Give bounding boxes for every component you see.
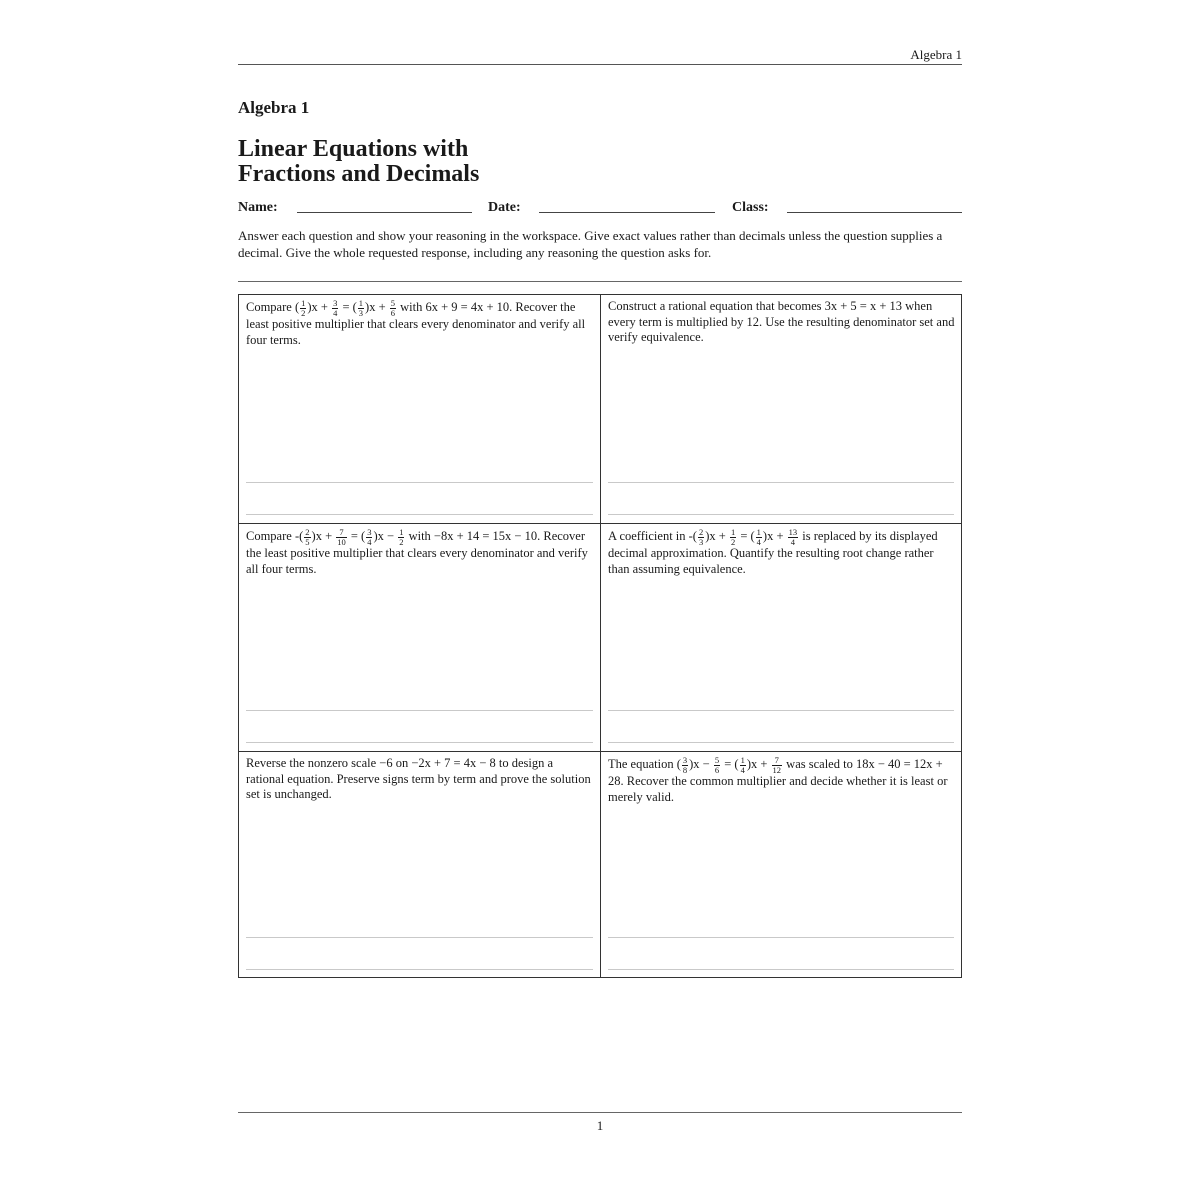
fraction	[398, 528, 404, 546]
date-label: Date:	[488, 200, 521, 215]
question-prompt	[608, 756, 955, 805]
fraction	[390, 299, 396, 317]
fraction-numerator: 1	[301, 298, 306, 308]
title-line-2: Fractions and Decimals	[238, 161, 480, 187]
fraction	[730, 528, 736, 546]
prompt-text: Reverse the nonzero scale −6 on −2x + 7 = 4x − 8 to design a rational equation. Preserve signs term by term and prove the solution set is unchanged.	[246, 756, 591, 801]
prompt-text: was scaled to 18x − 40 = 12x + 28. Recover the common multiplier and decide whether it is least or merely valid.	[608, 756, 948, 804]
prompt-text: is replaced by its displayed decimal approximation. Quantify the resulting root change rather than assuming equivalence.	[608, 528, 938, 576]
page-number: 1	[596, 1118, 604, 1133]
fraction-denominator: 2	[399, 536, 404, 547]
instructions-rule	[238, 281, 962, 282]
prompt-text: Compare (	[246, 299, 300, 314]
fraction-numerator: 1	[358, 298, 364, 308]
worksheet-title	[238, 137, 638, 187]
class-label: Class:	[732, 200, 769, 215]
fraction-numerator: 7	[772, 756, 783, 766]
answer-line[interactable]	[608, 742, 954, 743]
fraction-numerator: 3	[333, 298, 338, 308]
prompt-text: with 6x + 9 = 4x + 10. Recover the least positive multiplier that clears every denominator and verify all four terms.	[246, 299, 586, 347]
fraction-numerator: 2	[698, 527, 704, 537]
fraction	[304, 528, 310, 546]
fraction-numerator: 3	[682, 755, 688, 765]
question-cell-2	[601, 295, 961, 524]
question-prompt	[246, 299, 594, 348]
prompt-text: with −8x + 14 = 15x − 10. Recover the least positive multiplier that clears every denominator and verify all four terms.	[246, 528, 588, 576]
name-field[interactable]	[297, 212, 472, 213]
fraction-denominator: 5	[305, 536, 310, 547]
running-header: Algebra 1	[910, 47, 962, 62]
fraction-denominator: 2	[730, 536, 736, 547]
fraction-denominator: 4	[756, 536, 761, 547]
question-grid	[238, 294, 962, 978]
question-cell-6	[601, 752, 961, 977]
fraction	[332, 299, 338, 317]
answer-line[interactable]	[246, 482, 593, 483]
fraction-denominator: 4	[333, 307, 338, 318]
title-line-1: Linear Equations with	[238, 136, 469, 162]
answer-line[interactable]	[246, 742, 593, 743]
question-prompt	[246, 528, 594, 577]
prompt-text: = (	[737, 528, 755, 543]
fraction-numerator: 3	[367, 527, 372, 537]
answer-line[interactable]	[246, 969, 593, 970]
answer-line[interactable]	[246, 710, 593, 711]
prompt-text: )x +	[307, 299, 332, 314]
fraction-numerator: 1	[740, 755, 745, 765]
answer-line[interactable]	[608, 969, 954, 970]
prompt-text: )x +	[311, 528, 336, 543]
prompt-text: = (	[339, 299, 357, 314]
prompt-text: )x +	[746, 756, 771, 771]
fraction	[714, 756, 720, 774]
question-prompt	[246, 756, 594, 803]
instructions: Answer each question and show your reasoning in the workspace. Give exact values rather than decimals unless the question supplies a decimal. Give the whole requested response, including any reasoning the question asks for.	[238, 228, 943, 260]
fraction	[358, 299, 364, 317]
fraction-denominator: 4	[790, 536, 796, 547]
answer-line[interactable]	[608, 514, 954, 515]
fraction-numerator: 2	[305, 527, 310, 537]
prompt-text: )x +	[762, 528, 787, 543]
fraction	[300, 299, 306, 317]
question-cell-3	[239, 524, 601, 752]
fraction-numerator: 1	[399, 527, 404, 537]
answer-line[interactable]	[608, 482, 954, 483]
fraction	[366, 528, 372, 546]
fraction	[756, 528, 762, 546]
fraction	[788, 528, 799, 546]
fraction	[772, 756, 783, 774]
prompt-text: Compare -(	[246, 528, 304, 543]
fraction	[740, 756, 746, 774]
answer-line[interactable]	[608, 937, 954, 938]
fraction-numerator: 7	[336, 528, 347, 538]
fraction	[698, 528, 704, 546]
prompt-text: = (	[347, 528, 366, 543]
question-prompt	[608, 299, 955, 346]
fraction-denominator: 2	[301, 307, 306, 318]
name-label: Name:	[238, 200, 278, 215]
fraction-numerator: 5	[390, 298, 396, 308]
fraction-denominator: 6	[714, 764, 720, 775]
question-cell-4	[601, 524, 961, 752]
header-rule	[238, 64, 962, 65]
date-field[interactable]	[539, 212, 715, 213]
prompt-text: )x −	[373, 528, 398, 543]
fraction-denominator: 4	[740, 764, 745, 775]
fraction	[336, 528, 347, 546]
fraction-numerator: 1	[730, 527, 736, 537]
prompt-text: )x +	[705, 528, 729, 543]
fraction	[682, 756, 688, 774]
fraction-denominator: 3	[358, 307, 364, 318]
footer-rule	[238, 1112, 962, 1113]
prompt-text: The equation (	[608, 756, 681, 771]
prompt-text: Construct a rational equation that becomes 3x + 5 = x + 13 when every term is multiplied by 12. Use the resulting denominator set and verify equivalence.	[608, 299, 955, 344]
prompt-text: A coefficient in -(	[608, 528, 697, 543]
fraction-numerator: 13	[788, 527, 798, 537]
fraction-denominator: 8	[682, 764, 688, 775]
course-name: Algebra 1	[238, 98, 310, 117]
answer-line[interactable]	[246, 514, 593, 515]
question-cell-1	[239, 295, 601, 524]
question-cell-5	[239, 752, 601, 977]
question-prompt	[608, 528, 955, 577]
student-info-fields	[238, 200, 962, 216]
fraction-numerator: 5	[714, 755, 720, 765]
fraction-numerator: 1	[756, 527, 761, 537]
prompt-text: )x +	[365, 299, 389, 314]
class-field[interactable]	[787, 212, 962, 213]
fraction-denominator: 6	[390, 307, 396, 318]
answer-line[interactable]	[246, 937, 593, 938]
fraction-denominator: 4	[367, 536, 372, 547]
prompt-text: = (	[721, 756, 739, 771]
prompt-text: )x −	[689, 756, 713, 771]
fraction-denominator: 3	[698, 536, 704, 547]
fraction-denominator: 10	[337, 536, 346, 547]
fraction-denominator: 12	[772, 764, 782, 775]
answer-line[interactable]	[608, 710, 954, 711]
